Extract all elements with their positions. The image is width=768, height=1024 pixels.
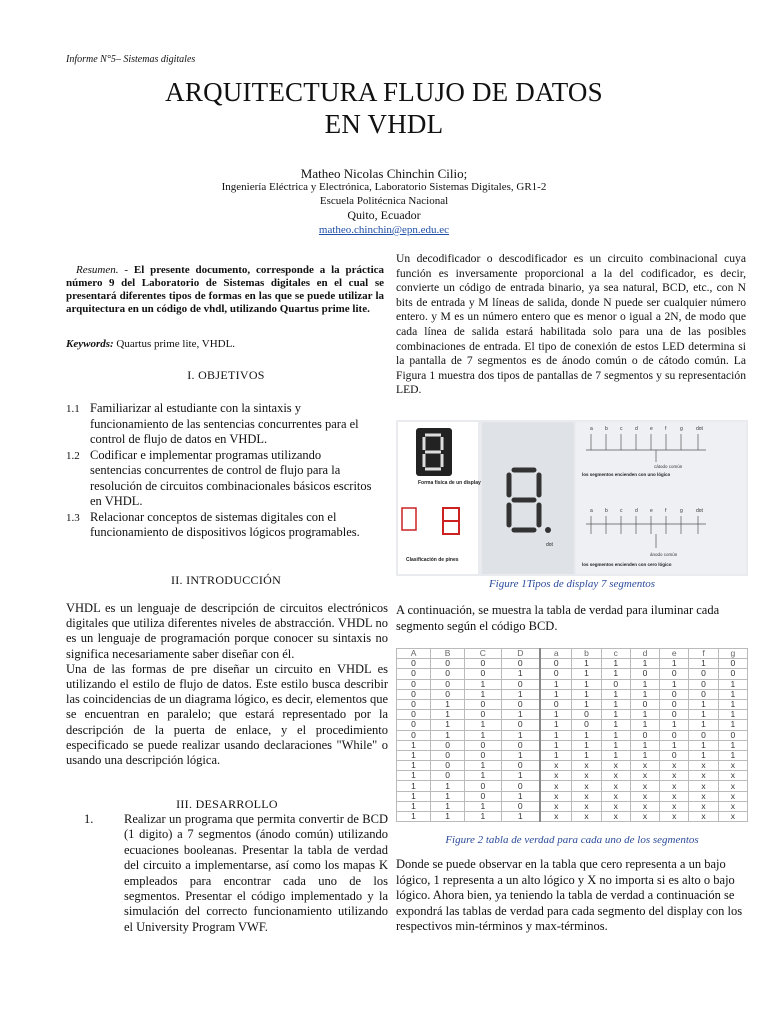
- truth-table-cell: 0: [397, 669, 431, 679]
- seg-label-f: f: [665, 508, 667, 514]
- intro-paragraph-2: Una de las formas de pre diseñar un circuito en VHDL es utilizando el estilo de flujo de datos. Este estilo busca describir las coincidencias de un diagrama lógico, es decir, elementos que se encuentran en paralelo; que estará representado por la descripción de la puerta de enlace, y el procedimiento especificado se puede realizar usando declaraciones "While" o usando una descripción lógica.: [66, 661, 388, 768]
- truth-table-cell: 0: [431, 689, 465, 699]
- truth-table-cell: 1: [397, 812, 431, 822]
- truth-table-cell: 0: [540, 659, 572, 669]
- abstract-label: Resumen. -: [76, 264, 134, 276]
- truth-table-cell: x: [601, 812, 630, 822]
- truth-table-cell: 1: [572, 679, 601, 689]
- truth-table-cell: 0: [501, 679, 540, 689]
- truth-table-cell: 1: [397, 761, 431, 771]
- truth-table-cell: x: [718, 781, 747, 791]
- truth-table-cell: x: [540, 781, 572, 791]
- truth-table-cell: 0: [660, 689, 689, 699]
- truth-table-cell: 0: [465, 781, 501, 791]
- truth-table-cell: 1: [431, 710, 465, 720]
- truth-table-row: [397, 659, 748, 669]
- seg-label-b: b: [605, 426, 608, 432]
- truth-table-cell: 1: [397, 740, 431, 750]
- truth-table-row: [397, 730, 748, 740]
- truth-table-cell: x: [540, 761, 572, 771]
- truth-table-cell: 1: [465, 720, 501, 730]
- truth-table-cell: 0: [689, 730, 718, 740]
- truth-table-cell: 1: [540, 710, 572, 720]
- title-line-2: EN VHDL: [324, 109, 444, 139]
- truth-table-header-cell: e: [660, 649, 689, 659]
- truth-table-cell: 0: [465, 791, 501, 801]
- truth-table-cell: 0: [431, 679, 465, 689]
- author-school: Escuela Politécnica Nacional: [319, 195, 449, 207]
- paper-title: [0, 76, 768, 140]
- truth-table-row: [397, 781, 748, 791]
- truth-table-cell: 1: [465, 689, 501, 699]
- truth-table-cell: x: [660, 781, 689, 791]
- truth-table-cell: x: [540, 812, 572, 822]
- truth-table-cell: 1: [630, 689, 659, 699]
- truth-table-cell: x: [689, 801, 718, 811]
- truth-table-cell: x: [689, 771, 718, 781]
- truth-table-row: [397, 710, 748, 720]
- truth-table-row: [397, 771, 748, 781]
- truth-table-cell: x: [689, 761, 718, 771]
- truth-table-cell: 0: [431, 669, 465, 679]
- truth-table-cell: 0: [397, 710, 431, 720]
- truth-table-cell: 0: [501, 781, 540, 791]
- truth-table-cell: x: [630, 801, 659, 811]
- truth-table-cell: 0: [540, 699, 572, 709]
- truth-table-cell: 1: [718, 710, 747, 720]
- title-line-1: ARQUITECTURA FLUJO DE DATOS: [165, 77, 603, 107]
- truth-table-cell: x: [540, 791, 572, 801]
- truth-table-cell: 1: [501, 730, 540, 740]
- truth-table-cell: 1: [601, 699, 630, 709]
- label-forma-fisica: Forma física de un display: [418, 480, 481, 486]
- truth-table-cell: 1: [431, 791, 465, 801]
- truth-table-cell: 1: [718, 699, 747, 709]
- truth-table-cell: 1: [501, 750, 540, 760]
- truth-table-cell: 1: [660, 679, 689, 689]
- truth-table-cell: 0: [431, 740, 465, 750]
- truth-table-cell: 1: [718, 679, 747, 689]
- truth-table-cell: x: [540, 771, 572, 781]
- truth-table-cell: 1: [431, 781, 465, 791]
- truth-table-cell: x: [630, 812, 659, 822]
- truth-table-cell: 1: [630, 740, 659, 750]
- truth-table-cell: 0: [718, 730, 747, 740]
- truth-table-cell: 0: [540, 669, 572, 679]
- truth-table-cell: 1: [540, 689, 572, 699]
- truth-table-cell: 0: [465, 750, 501, 760]
- truth-table-cell: 0: [465, 699, 501, 709]
- truth-table-cell: 1: [601, 689, 630, 699]
- figure-1-caption: Figure 1Tipos de display 7 segmentos: [488, 578, 656, 590]
- truth-table-row: [397, 669, 748, 679]
- truth-table-cell: x: [689, 781, 718, 791]
- truth-table-cell: 0: [689, 669, 718, 679]
- truth-table-row: [397, 720, 748, 730]
- author-affiliation: Ingeniería Eléctrica y Electrónica, Laboratorio Sistemas Digitales, GR1-2: [221, 181, 547, 193]
- truth-table-cell: 1: [660, 720, 689, 730]
- keywords-text: Quartus prime lite, VHDL.: [116, 338, 236, 350]
- truth-table-cell: 0: [660, 710, 689, 720]
- truth-table-cell: 0: [501, 740, 540, 750]
- truth-table-cell: x: [718, 812, 747, 822]
- truth-table-cell: 1: [718, 689, 747, 699]
- truth-table-header-cell: f: [689, 649, 718, 659]
- objective-text: Relacionar conceptos de sistemas digitales con el funcionamiento de dispositivos lógicos programables.: [90, 509, 360, 539]
- truth-table-cell: 1: [660, 659, 689, 669]
- truth-table-cell: 0: [501, 699, 540, 709]
- truth-table-cell: 1: [431, 812, 465, 822]
- objective-item: [66, 401, 374, 448]
- development-text: Realizar un programa que permita convertir de BCD (1 digito) a 7 segmentos (ánodo común) utilizando ecuaciones booleanas. Presentar la tabla de verdad del circuito a implementarse, así como los mapas K empleados para encontrar cada uno de los segmentos. Presentar el código implementado y la simulación del correcto funcionamiento utilizando el University Program VWF.: [124, 812, 388, 934]
- truth-table-cell: x: [601, 801, 630, 811]
- truth-table-cell: 0: [660, 669, 689, 679]
- seg-label-dot: dot: [696, 508, 703, 514]
- truth-table-row: [397, 699, 748, 709]
- truth-table-cell: x: [689, 791, 718, 801]
- truth-table-cell: x: [660, 791, 689, 801]
- truth-table-row: [397, 761, 748, 771]
- seg-label-e: e: [650, 508, 653, 514]
- truth-table-cell: 0: [465, 659, 501, 669]
- objective-item: [66, 448, 374, 510]
- truth-table-header-cell: B: [431, 649, 465, 659]
- truth-table-cell: 1: [630, 720, 659, 730]
- truth-table-cell: x: [601, 771, 630, 781]
- truth-table-cell: 0: [465, 710, 501, 720]
- truth-table-cell: 0: [660, 750, 689, 760]
- truth-table-cell: 0: [630, 730, 659, 740]
- truth-table-cell: 1: [465, 771, 501, 781]
- truth-table-cell: x: [630, 771, 659, 781]
- truth-table-cell: 1: [601, 710, 630, 720]
- truth-table-cell: 0: [397, 730, 431, 740]
- truth-table-body: [397, 649, 748, 822]
- seg-label-e: e: [650, 426, 653, 432]
- truth-table-cell: 1: [601, 730, 630, 740]
- truth-table-cell: 1: [465, 801, 501, 811]
- truth-table-cell: 0: [431, 761, 465, 771]
- figure-1-seven-segment: [396, 420, 748, 576]
- truth-table-cell: 0: [431, 659, 465, 669]
- truth-table-cell: 1: [689, 699, 718, 709]
- truth-table-cell: 1: [397, 771, 431, 781]
- truth-table-cell: 0: [465, 669, 501, 679]
- truth-table-cell: x: [572, 801, 601, 811]
- truth-table-row: [397, 740, 748, 750]
- abstract: [66, 264, 384, 316]
- truth-table-cell: 0: [501, 659, 540, 669]
- truth-table-cell: 0: [397, 679, 431, 689]
- truth-table-header-cell: C: [465, 649, 501, 659]
- author-city: Quito, Ecuador: [347, 208, 421, 222]
- objective-text: Codificar e implementar programas utilizando sentencias concurrentes de control de flujo para la resolución de circuitos combinacionales básicos escritos en VHDL.: [90, 447, 372, 508]
- truth-table-cell: x: [572, 771, 601, 781]
- truth-table-cell: x: [660, 801, 689, 811]
- label-logico-uno: los segmentos encienden con uno lógico: [582, 472, 671, 477]
- running-header: Informe N°5– Sistemas digitales: [66, 54, 196, 65]
- development-item: [66, 812, 388, 935]
- truth-table-cell: 1: [572, 750, 601, 760]
- truth-table-cell: 0: [601, 679, 630, 689]
- truth-table-cell: 1: [718, 720, 747, 730]
- truth-table-cell: 1: [689, 720, 718, 730]
- objective-text: Familiarizar al estudiante con la sintaxis y funcionamiento de las sentencias concurrentes para el control de flujo de datos en VHDL.: [90, 401, 359, 446]
- truth-table-cell: 1: [572, 740, 601, 750]
- truth-table-cell: 0: [397, 689, 431, 699]
- truth-table-cell: 0: [572, 710, 601, 720]
- truth-table-cell: 1: [601, 659, 630, 669]
- truth-table-cell: 1: [718, 740, 747, 750]
- label-logico-cero: los segmentos encienden con cero lógico: [582, 562, 672, 567]
- truth-table-cell: x: [718, 801, 747, 811]
- truth-table-row: [397, 750, 748, 760]
- seg-label-b: b: [605, 508, 608, 514]
- truth-table-cell: 1: [465, 730, 501, 740]
- truth-table-cell: 1: [689, 750, 718, 760]
- truth-table-cell: x: [718, 761, 747, 771]
- seg-label-g: g: [680, 426, 683, 432]
- truth-table-container: [396, 648, 748, 822]
- truth-table-cell: 1: [630, 659, 659, 669]
- truth-table-cell: x: [660, 761, 689, 771]
- seg-label-c: c: [620, 426, 623, 432]
- truth-table-cell: 1: [397, 801, 431, 811]
- truth-table-cell: x: [601, 761, 630, 771]
- truth-table-cell: 1: [431, 801, 465, 811]
- truth-table-cell: 0: [660, 699, 689, 709]
- truth-table-row: [397, 791, 748, 801]
- truth-table-cell: x: [689, 812, 718, 822]
- truth-table-cell: 0: [501, 720, 540, 730]
- truth-table-cell: 1: [601, 750, 630, 760]
- truth-table-cell: 1: [540, 750, 572, 760]
- truth-table-cell: x: [718, 771, 747, 781]
- development-number: 1.: [84, 812, 94, 826]
- keywords-label: Keywords:: [66, 338, 114, 350]
- truth-table-row: [397, 812, 748, 822]
- decoder-paragraph: Un decodificador o descodificador es un circuito combinacional cuya función es inversamente proporcional a la del codificador, es decir, convierte un código de entrada binario, ya sea natural, BCD, etc., con N bits de entrada y M líneas de salida, donde N puede ser cualquier número entero. y M es un número entero que es menor o igual a 2N, de modo que cada línea de salida estará habilitada solo para una de las posibles combinaciones de entrada. El tipo de conexión de estos LED determina si la pantalla de 7 segmentos es de ánodo común o de cátodo común. La Figura 1 muestra dos tipos de pantallas de 7 segmentos y su representación LED.: [396, 252, 746, 397]
- truth-table-cell: 1: [689, 659, 718, 669]
- objective-item: [66, 510, 374, 541]
- section-objetivos-heading: I. OBJETIVOS: [187, 368, 265, 382]
- truth-table-cell: 1: [431, 699, 465, 709]
- truth-table-cell: 0: [501, 761, 540, 771]
- seg-label-c: c: [620, 508, 623, 514]
- seg-label-a: a: [590, 508, 593, 514]
- truth-table-cell: 1: [689, 740, 718, 750]
- seg-label-f: f: [665, 426, 667, 432]
- truth-table-cell: 1: [431, 720, 465, 730]
- truth-table-cell: 1: [540, 740, 572, 750]
- truth-table-cell: 1: [718, 750, 747, 760]
- label-dot-big: dot: [546, 542, 553, 548]
- objective-number: 1.2: [66, 449, 80, 462]
- author-email-link[interactable]: [0, 224, 768, 236]
- truth-table-cell: 1: [397, 750, 431, 760]
- keywords: [66, 338, 384, 350]
- truth-table-cell: 1: [572, 730, 601, 740]
- seg-label-d: d: [635, 426, 638, 432]
- truth-table-cell: x: [572, 791, 601, 801]
- truth-table-cell: 1: [501, 791, 540, 801]
- truth-table-cell: 0: [431, 771, 465, 781]
- introduction: [66, 601, 388, 768]
- abstract-text: El presente documento, corresponde a la práctica número 9 del Laboratorio de Sistemas digitales en el cual se presentará diferentes tipos de formas en las que se puede utilizar la arquitectura en un código de vhdl, utilizando Quartus prime lite.: [66, 264, 385, 315]
- objectives-list: [66, 401, 374, 541]
- truth-table-cell: 1: [630, 710, 659, 720]
- intro-paragraph-1: VHDL es un lenguaje de descripción de circuitos electrónicos digitales que utiliza diferentes niveles de abstracción. VHDL no es un lenguaje de programación porque conocer su sintaxis no significa necesariamente saber diseñar con él.: [66, 601, 388, 661]
- truth-table-cell: 1: [630, 679, 659, 689]
- truth-table-cell: 0: [660, 730, 689, 740]
- truth-table-cell: 1: [465, 761, 501, 771]
- truth-table-row: [397, 679, 748, 689]
- truth-table-cell: 0: [501, 801, 540, 811]
- truth-table-cell: 0: [397, 699, 431, 709]
- truth-table: [396, 648, 748, 822]
- seg-label-dot: dot: [696, 426, 703, 432]
- truth-table-cell: 1: [601, 720, 630, 730]
- truth-table-cell: x: [572, 761, 601, 771]
- truth-table-cell: x: [540, 801, 572, 811]
- label-anodo: ánodo común: [650, 552, 678, 557]
- truth-table-cell: 0: [572, 720, 601, 730]
- author-name: Matheo Nicolas Chinchin Cilio;: [300, 166, 468, 181]
- label-catodo: cátodo común: [654, 464, 683, 469]
- truth-table-cell: 1: [540, 720, 572, 730]
- truth-table-cell: 1: [689, 710, 718, 720]
- truth-table-cell: x: [660, 812, 689, 822]
- development-list: [66, 812, 388, 935]
- truth-table-row: [397, 801, 748, 811]
- truth-table-cell: 0: [431, 750, 465, 760]
- truth-table-cell: 1: [572, 699, 601, 709]
- truth-table-cell: 1: [501, 689, 540, 699]
- truth-table-header-cell: b: [572, 649, 601, 659]
- figure-2-caption: Figure 2 tabla de verdad para cada uno de los segmentos: [445, 834, 699, 846]
- truth-table-cell: x: [630, 761, 659, 771]
- truth-table-cell: 0: [465, 740, 501, 750]
- truth-table-cell: 0: [689, 689, 718, 699]
- truth-table-cell: x: [630, 791, 659, 801]
- truth-table-cell: x: [601, 781, 630, 791]
- truth-table-cell: 1: [540, 730, 572, 740]
- truth-table-cell: 1: [501, 771, 540, 781]
- truth-table-header-cell: a: [540, 649, 572, 659]
- truth-table-row: [397, 689, 748, 699]
- label-clasificacion-pines: Clasificación de pines: [406, 557, 459, 563]
- truth-table-cell: 0: [718, 669, 747, 679]
- truth-table-cell: 1: [660, 740, 689, 750]
- truth-table-cell: 1: [501, 669, 540, 679]
- truth-table-intro: A continuación, se muestra la tabla de verdad para iluminar cada segmento según el código BCD.: [396, 603, 720, 633]
- big-digit-dot: [545, 527, 551, 533]
- section-introduccion-heading: II. INTRODUCCIÓN: [170, 573, 282, 587]
- objective-number: 1.1: [66, 403, 80, 415]
- truth-table-cell: 1: [572, 669, 601, 679]
- truth-table-cell: x: [660, 771, 689, 781]
- truth-table-header-row: [397, 649, 748, 659]
- truth-table-cell: 1: [630, 750, 659, 760]
- objective-number: 1.3: [66, 511, 80, 524]
- truth-table-header-cell: D: [501, 649, 540, 659]
- seg-label-g: g: [680, 508, 683, 514]
- truth-table-cell: 1: [501, 710, 540, 720]
- truth-table-cell: 1: [601, 740, 630, 750]
- truth-table-cell: x: [572, 781, 601, 791]
- truth-table-cell: 0: [397, 720, 431, 730]
- truth-table-header-cell: d: [630, 649, 659, 659]
- truth-table-cell: 1: [501, 812, 540, 822]
- truth-table-cell: 1: [572, 659, 601, 669]
- truth-table-header-cell: c: [601, 649, 630, 659]
- truth-table-header-cell: A: [397, 649, 431, 659]
- truth-table-explanation: Donde se puede observar en la tabla que cero representa a un bajo lógico, 1 representa a un alto lógico y X no importa si es alto o bajo lógico. Ahora bien, ya teniendo la tabla de verdad a continuación se expondrá las tablas de verdad para cada segmento del display con los respectivos min-términos y max-términos.: [396, 857, 743, 934]
- truth-table-cell: 1: [431, 730, 465, 740]
- author-email[interactable]: matheo.chinchin@epn.edu.ec: [318, 224, 450, 236]
- truth-table-cell: 0: [689, 679, 718, 689]
- seven-segment-figure: [396, 420, 748, 576]
- truth-table-cell: x: [630, 781, 659, 791]
- seg-label-d: d: [635, 508, 638, 514]
- truth-table-cell: 1: [397, 781, 431, 791]
- truth-table-cell: x: [601, 791, 630, 801]
- truth-table-cell: x: [572, 812, 601, 822]
- truth-table-cell: 0: [718, 659, 747, 669]
- truth-table-cell: 1: [572, 689, 601, 699]
- truth-table-cell: 1: [540, 679, 572, 689]
- truth-table-cell: x: [718, 791, 747, 801]
- truth-table-cell: 1: [465, 812, 501, 822]
- section-desarrollo-heading: III. DESARROLLO: [176, 797, 278, 811]
- seg-label-a: a: [590, 426, 593, 432]
- truth-table-header-cell: g: [718, 649, 747, 659]
- truth-table-cell: 0: [397, 659, 431, 669]
- truth-table-cell: 0: [630, 669, 659, 679]
- truth-table-cell: 1: [601, 669, 630, 679]
- truth-table-cell: 1: [465, 679, 501, 689]
- truth-table-cell: 0: [630, 699, 659, 709]
- truth-table-cell: 1: [397, 791, 431, 801]
